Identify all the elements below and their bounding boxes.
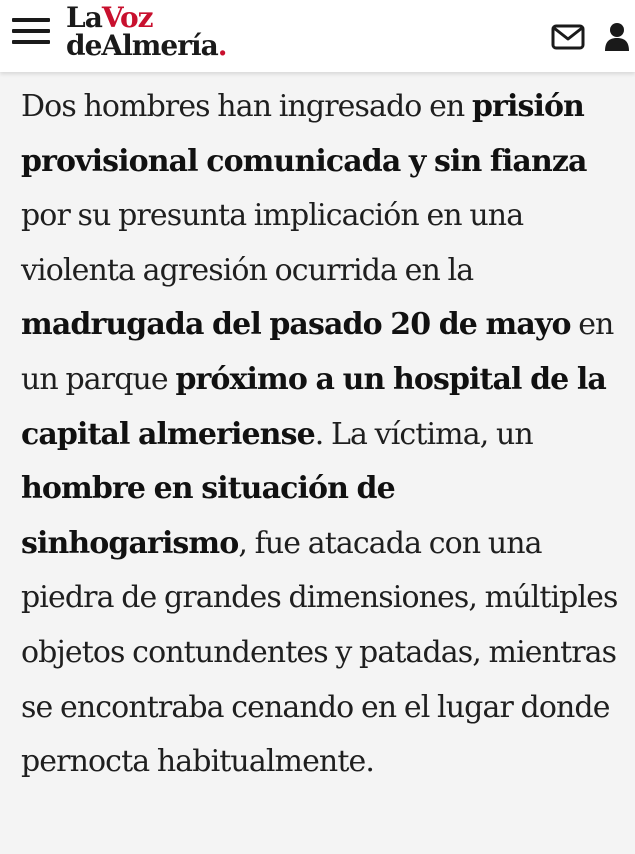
- text-segment: . La víctima, un: [314, 416, 533, 452]
- text-segment: Dos hombres han ingresado en: [21, 89, 472, 124]
- logo-text-voz: Voz: [101, 1, 153, 34]
- text-segment: por su presunta implicación en una violenta agresión ocurrida en la: [21, 198, 524, 288]
- logo-line-1: [66, 1, 227, 34]
- mail-icon[interactable]: [551, 24, 585, 50]
- hamburger-menu-icon[interactable]: [12, 14, 50, 48]
- highlight-segment: madrugada del pasado 20 de mayo: [21, 307, 571, 343]
- logo-text-almeria: Almería: [101, 29, 218, 62]
- logo-text-la: La: [66, 1, 102, 34]
- site-header: [0, 0, 635, 72]
- text-segment: en un parque: [21, 307, 614, 397]
- highlight-segment: prisión provisional comunicada y sin fianza: [21, 89, 587, 179]
- logo-line-2: [66, 29, 227, 62]
- text-segment: , fue atacada con una piedra de grandes dimensiones, múltiples objetos contundentes y patadas, mientras se encontraba cenando en el lugar donde pernocta habitualmente.: [21, 525, 618, 780]
- site-logo[interactable]: [66, 1, 227, 62]
- article-paragraph: [21, 80, 625, 790]
- user-icon[interactable]: [604, 22, 630, 52]
- highlight-segment: próximo a un hospital de la capital almeriense: [21, 361, 606, 452]
- logo-text-de: de: [66, 29, 102, 62]
- article-body: [21, 80, 625, 790]
- highlight-segment: hombre en situación de sinhogarismo: [21, 471, 395, 561]
- logo-dot: .: [217, 29, 227, 62]
